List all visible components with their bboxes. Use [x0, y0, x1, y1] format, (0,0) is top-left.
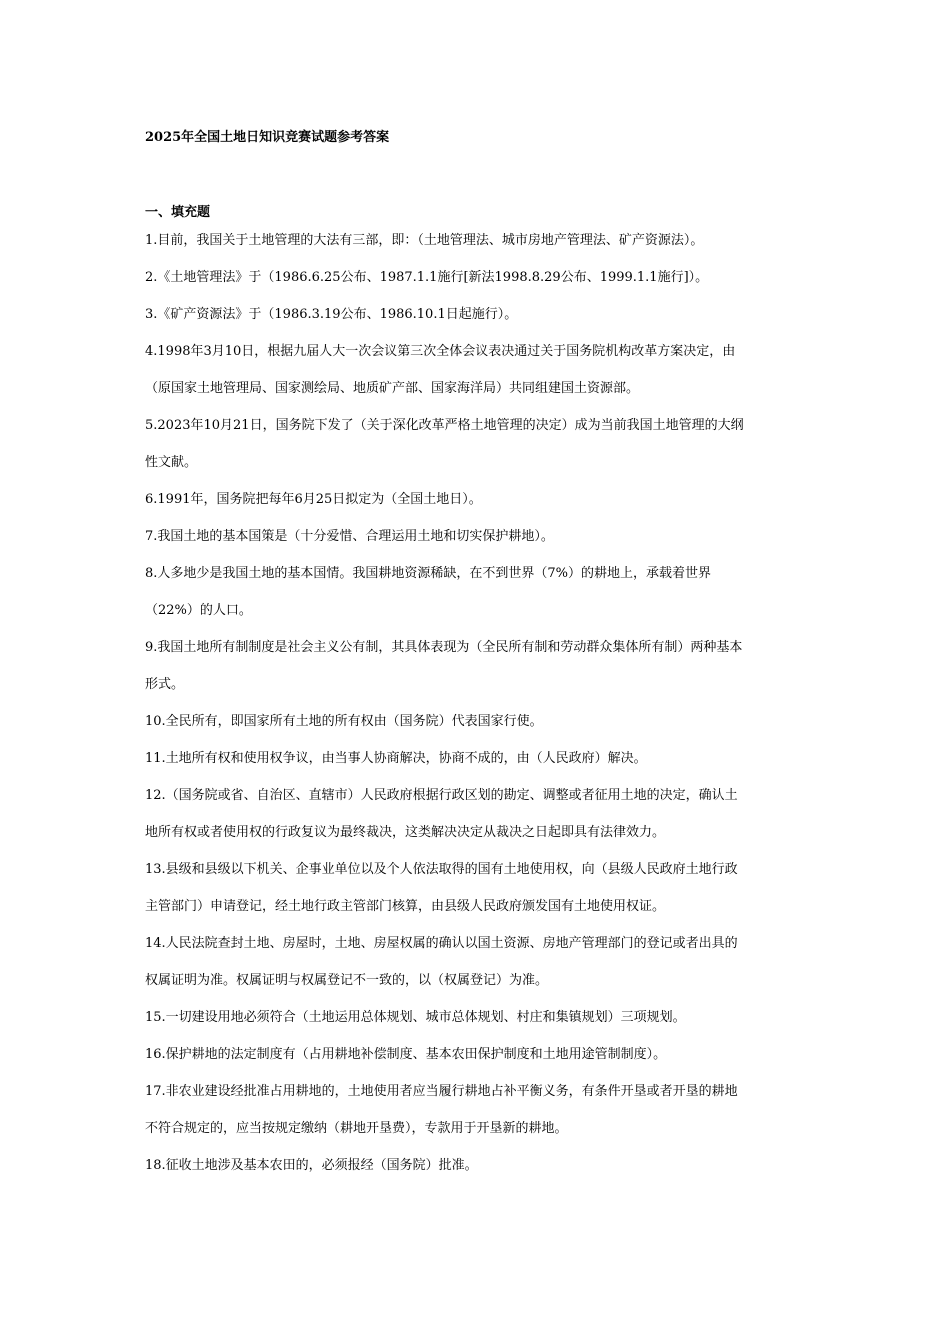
question-line: 15.一切建设用地必须符合（土地运用总体规划、城市总体规划、村庄和集镇规划）三项规划。 — [145, 1010, 686, 1025]
question-item — [145, 417, 810, 491]
question-item — [145, 861, 810, 935]
question-line: 11.土地所有权和使用权争议，由当事人协商解决，协商不成的，由（人民政府）解决。 — [145, 751, 647, 766]
question-line: 8.人多地少是我国土地的基本国情。我国耕地资源稀缺，在不到世界（7%）的耕地上，承载着世界 — [145, 566, 712, 581]
question-item — [145, 935, 810, 1009]
question-item — [145, 787, 810, 861]
question-item — [145, 269, 810, 306]
question-line: 10.全民所有，即国家所有土地的所有权由（国务院）代表国家行使。 — [145, 714, 543, 729]
question-item — [145, 713, 810, 750]
question-item — [145, 306, 810, 343]
question-item — [145, 491, 810, 528]
question-line: 权属证明为准。权属证明与权属登记不一致的，以（权属登记）为准。 — [145, 973, 549, 988]
question-line: 主管部门）申请登记，经土地行政主管部门核算，由县级人民政府颁发国有土地使用权证。 — [145, 899, 666, 914]
question-list — [145, 232, 810, 1194]
question-line: 17.非农业建设经批准占用耕地的，土地使用者应当履行耕地占补平衡义务，有条件开垦或者开垦的耕地 — [145, 1084, 738, 1099]
question-line: （22%）的人口。 — [145, 603, 252, 618]
document-title: 2025年全国土地日知识竞赛试题参考答案 — [145, 130, 390, 145]
question-line: 形式。 — [145, 677, 185, 692]
question-item — [145, 1046, 810, 1083]
question-line: 4.1998年3月10日，根据九届人大一次会议第三次全体会议表决通过关于国务院机构改革方案决定，由 — [145, 344, 736, 359]
question-line: 2.《土地管理法》于（1986.6.25公布、1987.1.1施行[新法1998.8.29公布、1999.1.1施行]）。 — [145, 270, 709, 285]
question-line: 9.我国土地所有制制度是社会主义公有制，其具体表现为（全民所有制和劳动群众集体所有制）两种基本 — [145, 640, 743, 655]
question-line: （原国家土地管理局、国家测绘局、地质矿产部、国家海洋局）共同组建国土资源部。 — [145, 381, 640, 396]
question-item — [145, 1009, 810, 1046]
question-item — [145, 750, 810, 787]
question-item — [145, 528, 810, 565]
question-line: 12.（国务院或省、自治区、直辖市）人民政府根据行政区划的勘定、调整或者征用土地的决定，确认土 — [145, 788, 738, 803]
section-heading: 一、填充题 — [145, 205, 211, 220]
question-line: 性文献。 — [145, 455, 198, 470]
question-line: 7.我国土地的基本国策是（十分爱惜、合理运用土地和切实保护耕地）。 — [145, 529, 554, 544]
question-item — [145, 232, 810, 269]
question-item — [145, 565, 810, 639]
question-line: 18.征收土地涉及基本农田的，必须报经（国务院）批准。 — [145, 1158, 478, 1173]
question-line: 3.《矿产资源法》于（1986.3.19公布、1986.10.1日起施行）。 — [145, 307, 518, 322]
question-line: 地所有权或者使用权的行政复议为最终裁决，这类解决决定从裁决之日起即具有法律效力。 — [145, 825, 666, 840]
question-line: 6.1991年，国务院把每年6月25日拟定为（全国土地日）。 — [145, 492, 482, 507]
question-line: 13.县级和县级以下机关、企事业单位以及个人依法取得的国有土地使用权，向（县级人民政府土地行政 — [145, 862, 738, 877]
question-line: 5.2023年10月21日，国务院下发了（关于深化改革严格土地管理的决定）成为当前我国土地管理的大纲 — [145, 418, 744, 433]
question-line: 不符合规定的，应当按规定缴纳（耕地开垦费），专款用于开垦新的耕地。 — [145, 1121, 568, 1136]
question-item — [145, 343, 810, 417]
question-item — [145, 1083, 810, 1157]
question-line: 1.目前，我国关于土地管理的大法有三部，即：（土地管理法、城市房地产管理法、矿产资源法）。 — [145, 233, 704, 248]
question-line: 16.保护耕地的法定制度有（占用耕地补偿制度、基本农田保护制度和土地用途管制制度）。 — [145, 1047, 667, 1062]
question-line: 14.人民法院查封土地、房屋时，土地、房屋权属的确认以国土资源、房地产管理部门的登记或者出具的 — [145, 936, 738, 951]
question-item — [145, 639, 810, 713]
question-item — [145, 1157, 810, 1194]
